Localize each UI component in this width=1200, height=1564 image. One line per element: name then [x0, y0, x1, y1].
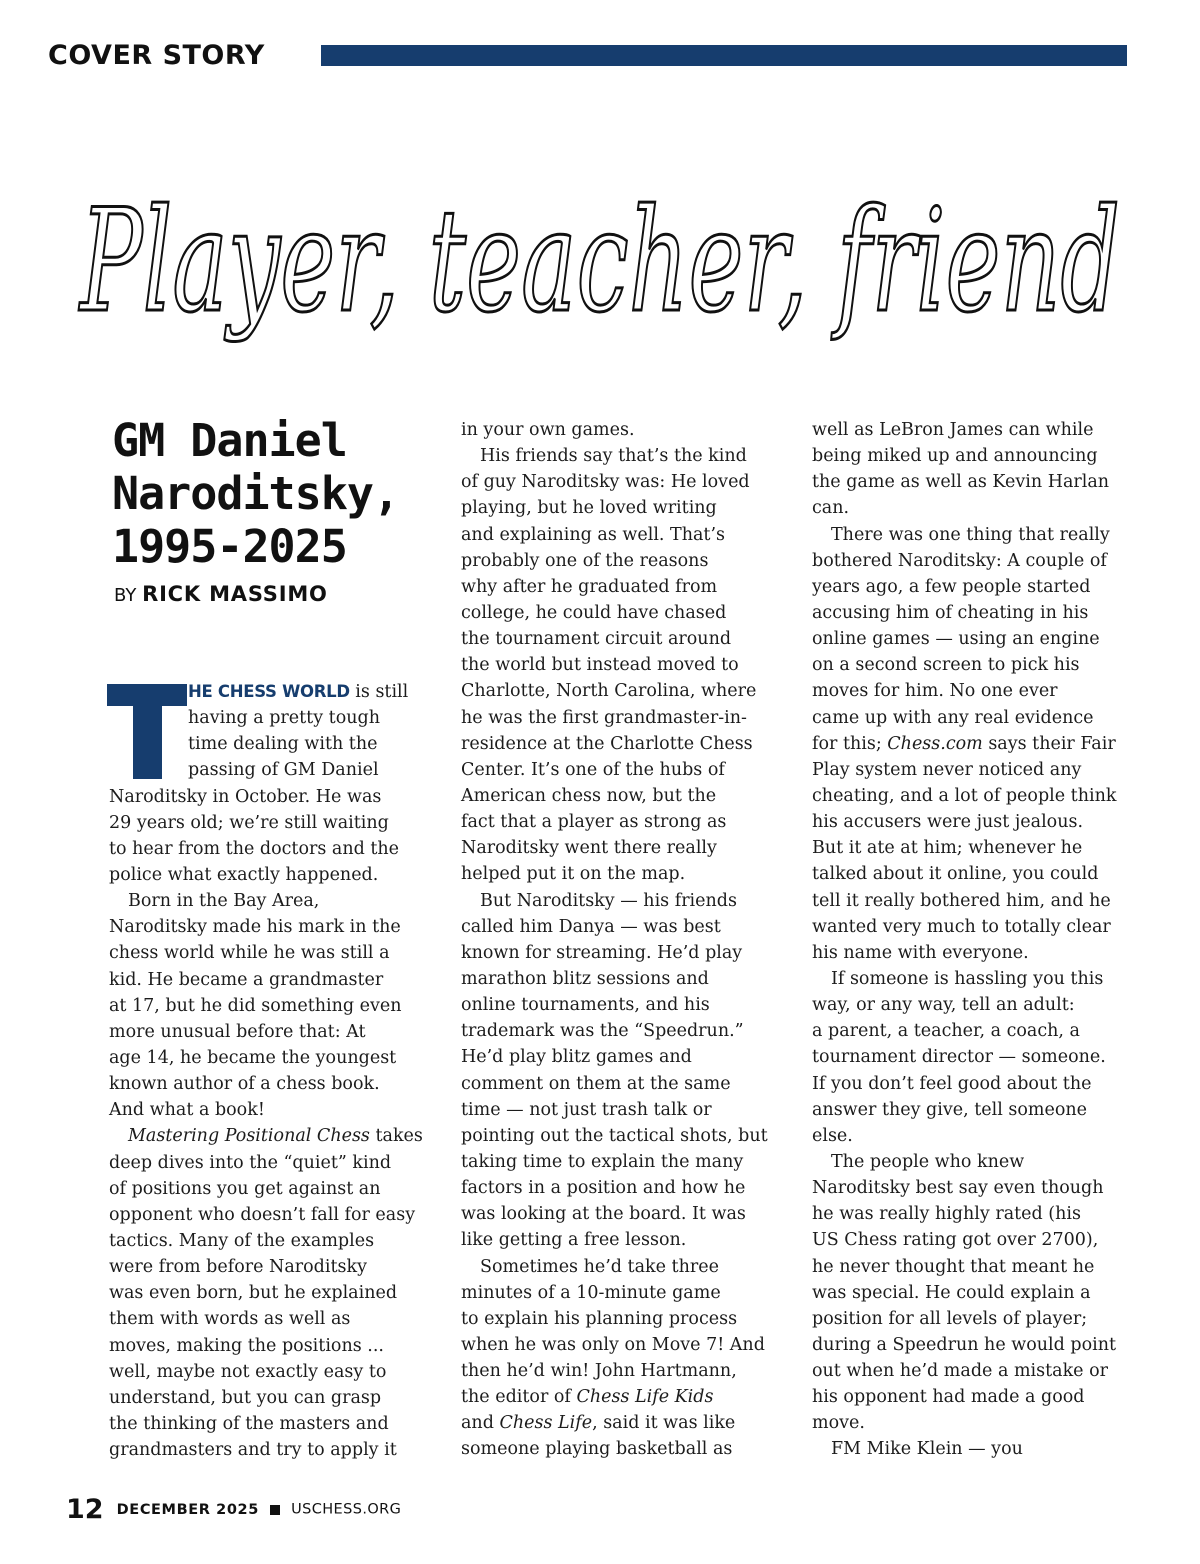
text-line	[461, 1149, 791, 1175]
text-line	[812, 992, 1142, 1018]
text-run: on a second screen to pick his	[812, 655, 1080, 676]
text-line	[812, 574, 1142, 600]
section-label: COVER STORY	[48, 40, 265, 71]
text-line	[109, 1228, 439, 1254]
text-line	[109, 862, 439, 888]
text-line	[109, 1333, 439, 1359]
text-line	[461, 600, 791, 626]
text-run: But it ate at him; whenever he	[812, 838, 1083, 859]
text-line	[812, 1436, 1142, 1462]
text-run: 29 years old; we’re still waiting	[109, 812, 389, 833]
text-run: Naroditsky went there really	[461, 838, 717, 859]
text-run: probably one of the reasons	[461, 550, 709, 571]
text-line	[812, 600, 1142, 626]
text-run: online games — using an engine	[812, 629, 1100, 650]
byline-prefix: BY	[114, 585, 137, 606]
headline	[112, 414, 432, 573]
text-line	[812, 1175, 1142, 1201]
text-line	[109, 1176, 439, 1202]
text-run: , said it was like	[592, 1413, 736, 1434]
text-run: marathon blitz sessions and	[461, 968, 709, 989]
text-run: Center. It’s one of the hubs of	[461, 759, 725, 780]
text-run: the world but instead moved to	[461, 655, 739, 676]
text-run: of positions you get against an	[109, 1178, 381, 1199]
text-run: the editor of	[461, 1387, 577, 1408]
text-line	[109, 1437, 439, 1463]
text-line	[109, 1280, 439, 1306]
text-run: was even born, but he explained	[109, 1283, 398, 1304]
text-run: came up with any real evidence	[812, 707, 1094, 728]
text-run: known for streaming. He’d play	[461, 942, 743, 963]
text-run: his name with everyone.	[812, 942, 1029, 963]
text-run: factors in a position and how he	[461, 1178, 746, 1199]
text-line	[812, 1306, 1142, 1332]
text-run: US Chess rating got over 2700),	[812, 1230, 1099, 1251]
text-run: kid. He became a grandmaster	[109, 969, 384, 990]
text-run: passing of GM Daniel	[188, 760, 379, 781]
text-line	[461, 1358, 791, 1384]
text-line	[812, 1071, 1142, 1097]
text-run: his opponent had made a good	[812, 1387, 1085, 1408]
text-line	[109, 1254, 439, 1280]
text-line	[461, 1175, 791, 1201]
text-line	[812, 417, 1142, 443]
text-line	[461, 1332, 791, 1358]
issue-date: DECEMBER 2025	[116, 1501, 259, 1518]
text-line	[812, 1018, 1142, 1044]
text-run: police what exactly happened.	[109, 864, 379, 885]
text-run: and explaining as well. That’s	[461, 524, 726, 545]
text-line	[109, 1306, 439, 1332]
byline	[114, 582, 328, 606]
italic-title: Chess Life	[499, 1413, 593, 1434]
text-run: the game as well as Kevin Harlan	[812, 472, 1110, 493]
text-run: then he’d win! John Hartmann,	[461, 1361, 737, 1382]
text-line	[461, 678, 791, 704]
text-run: in your own games.	[461, 420, 635, 440]
text-line	[812, 1097, 1142, 1123]
text-run: the thinking of the masters and	[109, 1413, 389, 1434]
text-run: being miked up and announcing	[812, 446, 1098, 467]
text-line	[109, 810, 439, 836]
text-line	[461, 1410, 791, 1436]
text-run: His friends say that’s the kind	[480, 446, 747, 467]
text-run: accusing him of cheating in his	[812, 602, 1089, 623]
text-line	[461, 914, 791, 940]
text-line	[812, 469, 1142, 495]
text-line	[812, 1123, 1142, 1149]
text-run: way, or any way, tell an adult:	[812, 995, 1075, 1016]
text-line	[461, 574, 791, 600]
text-line	[461, 1384, 791, 1410]
italic-title: Chess Life Kids	[576, 1387, 714, 1408]
text-line	[461, 992, 791, 1018]
text-run: and	[461, 1413, 500, 1434]
text-run: helped put it on the map.	[461, 864, 686, 885]
text-line	[109, 836, 439, 862]
text-run: for this;	[812, 733, 888, 754]
section-rule	[321, 45, 1127, 66]
text-run: Charlotte, North Carolina, where	[461, 681, 757, 702]
text-line	[812, 966, 1142, 992]
text-run: answer they give, tell someone	[812, 1099, 1088, 1120]
text-run: Born in the Bay Area,	[128, 891, 320, 912]
text-line	[109, 1202, 439, 1228]
text-run: like getting a free lesson.	[461, 1230, 687, 1251]
site-url: USCHESS.ORG	[291, 1501, 402, 1518]
text-line	[461, 417, 791, 443]
text-run: taking time to explain the many	[461, 1151, 744, 1172]
text-line	[461, 1306, 791, 1332]
text-line	[461, 443, 791, 469]
text-run: says their Fair	[982, 733, 1116, 754]
text-run: was special. He could explain a	[812, 1282, 1091, 1303]
headline-line: Naroditsky,	[112, 467, 400, 520]
text-line	[461, 705, 791, 731]
text-run: bothered Naroditsky: A couple of	[812, 550, 1107, 571]
text-run: to hear from the doctors and the	[109, 838, 400, 859]
text-line	[461, 469, 791, 495]
headline-line: GM Daniel	[112, 414, 347, 467]
text-run: FM Mike Klein — you	[831, 1439, 1023, 1460]
text-run: them with words as well as	[109, 1309, 351, 1330]
text-run: If someone is hassling you this	[831, 968, 1104, 989]
text-line	[109, 1411, 439, 1437]
text-run: out when he’d made a mistake or	[812, 1361, 1109, 1382]
text-run: a parent, a teacher, a coach, a	[812, 1021, 1080, 1042]
text-line	[812, 443, 1142, 469]
text-line	[461, 809, 791, 835]
text-run: he was really highly rated (his	[812, 1204, 1081, 1225]
text-run: during a Speedrun he would point	[812, 1334, 1117, 1355]
text-run: well, maybe not exactly easy to	[109, 1361, 387, 1382]
text-line	[109, 1123, 439, 1149]
text-run: move.	[812, 1413, 865, 1434]
text-run: trademark was the “Speedrun.”	[461, 1021, 744, 1042]
text-line	[812, 940, 1142, 966]
text-line	[109, 1385, 439, 1411]
text-line	[109, 888, 439, 914]
text-run: Play system never noticed any	[812, 759, 1082, 780]
text-line	[812, 1227, 1142, 1253]
text-line	[109, 993, 439, 1019]
text-line	[109, 914, 439, 940]
text-line	[109, 1019, 439, 1045]
italic-title: Mastering Positional Chess	[128, 1126, 370, 1147]
text-run: playing, but he loved writing	[461, 498, 717, 519]
text-run: There was one thing that really	[831, 524, 1110, 545]
text-run: moves for him. No one ever	[812, 681, 1058, 702]
text-line	[812, 522, 1142, 548]
text-run: takes	[369, 1126, 423, 1147]
text-run: to explain his planning process	[461, 1308, 738, 1329]
article-column-3	[812, 417, 1142, 1463]
byline-author: RICK MASSIMO	[142, 582, 328, 606]
text-line	[109, 940, 439, 966]
text-line	[461, 1254, 791, 1280]
text-run: grandmasters and try to apply it	[109, 1440, 397, 1461]
text-run: cheating, and a lot of people think	[812, 785, 1117, 806]
text-line	[461, 783, 791, 809]
text-run: understand, but you can grasp	[109, 1387, 382, 1408]
text-line	[461, 888, 791, 914]
text-line	[461, 1280, 791, 1306]
text-run: known author of a chess book.	[109, 1074, 380, 1095]
text-line	[109, 1150, 439, 1176]
page-number: 12	[66, 1494, 104, 1525]
text-line	[461, 731, 791, 757]
text-run: having a pretty tough	[188, 708, 380, 729]
text-run: tactics. Many of the examples	[109, 1230, 375, 1251]
text-run: moves, making the positions ...	[109, 1335, 384, 1356]
text-run: else.	[812, 1125, 853, 1146]
text-line	[812, 835, 1142, 861]
text-line	[812, 705, 1142, 731]
text-run: more unusual before that: At	[109, 1021, 366, 1042]
italic-title: Chess.com	[887, 733, 983, 754]
text-run: position for all levels of player;	[812, 1308, 1088, 1329]
text-run: time — not just trash talk or	[461, 1099, 712, 1120]
text-line	[812, 652, 1142, 678]
text-line	[461, 1071, 791, 1097]
text-run: Naroditsky best say even though	[812, 1178, 1104, 1199]
text-run: the tournament circuit around	[461, 629, 732, 650]
text-line	[109, 1071, 439, 1097]
text-line	[109, 967, 439, 993]
text-line	[812, 1149, 1142, 1175]
headline-line: 1995-2025	[112, 520, 347, 573]
text-line	[109, 1045, 439, 1071]
text-line	[109, 1097, 439, 1123]
text-run: time dealing with the	[188, 734, 378, 755]
text-line	[461, 1123, 791, 1149]
text-run: Naroditsky made his mark in the	[109, 917, 401, 938]
text-line	[461, 940, 791, 966]
text-run: Sometimes he’d take three	[480, 1256, 719, 1277]
text-line	[812, 783, 1142, 809]
text-run: college, he could have chased	[461, 602, 727, 623]
text-run: He’d play blitz games and	[461, 1047, 692, 1068]
text-line	[461, 1044, 791, 1070]
text-run: Naroditsky in October. He was	[109, 786, 382, 807]
text-run: American chess now, but the	[461, 785, 717, 806]
text-line	[461, 652, 791, 678]
text-line	[109, 731, 439, 757]
text-run: residence at the Charlotte Chess	[461, 733, 753, 754]
text-run: tournament director — someone.	[812, 1047, 1106, 1068]
page-footer	[66, 1494, 401, 1534]
text-line	[461, 757, 791, 783]
text-line	[812, 1410, 1142, 1436]
text-run: years ago, a few people started	[812, 576, 1091, 597]
text-run: If you don’t feel good about the	[812, 1073, 1092, 1094]
text-line	[812, 731, 1142, 757]
script-title	[0, 140, 1200, 420]
text-line	[812, 1254, 1142, 1280]
text-line	[812, 861, 1142, 887]
text-line	[109, 705, 439, 731]
text-line	[461, 1227, 791, 1253]
text-line	[461, 522, 791, 548]
text-run: tell it really bothered him, and he	[812, 890, 1111, 911]
text-line	[812, 1201, 1142, 1227]
text-line	[812, 1044, 1142, 1070]
text-line	[461, 966, 791, 992]
text-line	[461, 835, 791, 861]
text-run: But Naroditsky — his friends	[480, 890, 737, 911]
text-run: at 17, but he did something even	[109, 995, 402, 1016]
text-line	[461, 1436, 791, 1462]
text-line	[812, 678, 1142, 704]
text-run: The people who knew	[831, 1151, 1025, 1172]
article-column-2	[461, 417, 791, 1463]
text-run: opponent who doesn’t fall for easy	[109, 1204, 416, 1225]
text-line	[461, 861, 791, 887]
text-line	[812, 809, 1142, 835]
text-run: minutes of a 10-minute game	[461, 1282, 721, 1303]
text-line	[812, 888, 1142, 914]
text-run: called him Danya — was best	[461, 916, 721, 937]
text-run: of guy Naroditsky was: He loved	[461, 472, 750, 493]
text-run: he was the first grandmaster-in-	[461, 707, 747, 728]
text-line	[461, 1201, 791, 1227]
text-run: online tournaments, and his	[461, 995, 710, 1016]
text-line	[812, 626, 1142, 652]
text-run: talked about it online, you could	[812, 864, 1099, 885]
text-line	[812, 1384, 1142, 1410]
text-line	[812, 548, 1142, 574]
text-line	[812, 757, 1142, 783]
text-run: fact that a player as strong as	[461, 812, 727, 833]
text-run: well as LeBron James can while	[812, 420, 1094, 440]
text-run: were from before Naroditsky	[109, 1257, 367, 1278]
text-line	[109, 679, 439, 705]
text-run: comment on them at the same	[461, 1073, 731, 1094]
text-line	[812, 914, 1142, 940]
text-run: deep dives into the “quiet” kind	[109, 1152, 392, 1173]
text-run: when he was only on Move 7! And	[461, 1334, 765, 1355]
text-line	[461, 548, 791, 574]
text-line	[109, 784, 439, 810]
text-run: is still	[349, 682, 409, 702]
text-run: chess world while he was still a	[109, 943, 390, 964]
text-run: his accusers were just jealous.	[812, 812, 1084, 833]
text-run: can.	[812, 498, 850, 519]
text-run: why after he graduated from	[461, 576, 718, 597]
text-run: someone playing basketball as	[461, 1439, 733, 1460]
text-run: he never thought that meant he	[812, 1256, 1095, 1277]
text-line	[461, 1018, 791, 1044]
script-title-text: Player, teacher, friend	[78, 179, 1121, 344]
lead-in: HE CHESS WORLD	[188, 682, 350, 701]
text-line	[812, 495, 1142, 521]
text-run: wanted very much to totally clear	[812, 916, 1111, 937]
text-line	[461, 495, 791, 521]
text-line	[109, 757, 439, 783]
text-run: age 14, he became the youngest	[109, 1047, 397, 1068]
text-line	[812, 1358, 1142, 1384]
text-line	[812, 1332, 1142, 1358]
article-column-1	[109, 679, 439, 1463]
text-run: pointing out the tactical shots, but	[461, 1125, 768, 1146]
text-line	[461, 1097, 791, 1123]
text-line	[812, 1280, 1142, 1306]
text-run: And what a book!	[109, 1100, 265, 1121]
separator-square-icon	[270, 1505, 280, 1515]
text-line	[109, 1359, 439, 1385]
text-run: was looking at the board. It was	[461, 1204, 746, 1225]
text-line	[461, 626, 791, 652]
